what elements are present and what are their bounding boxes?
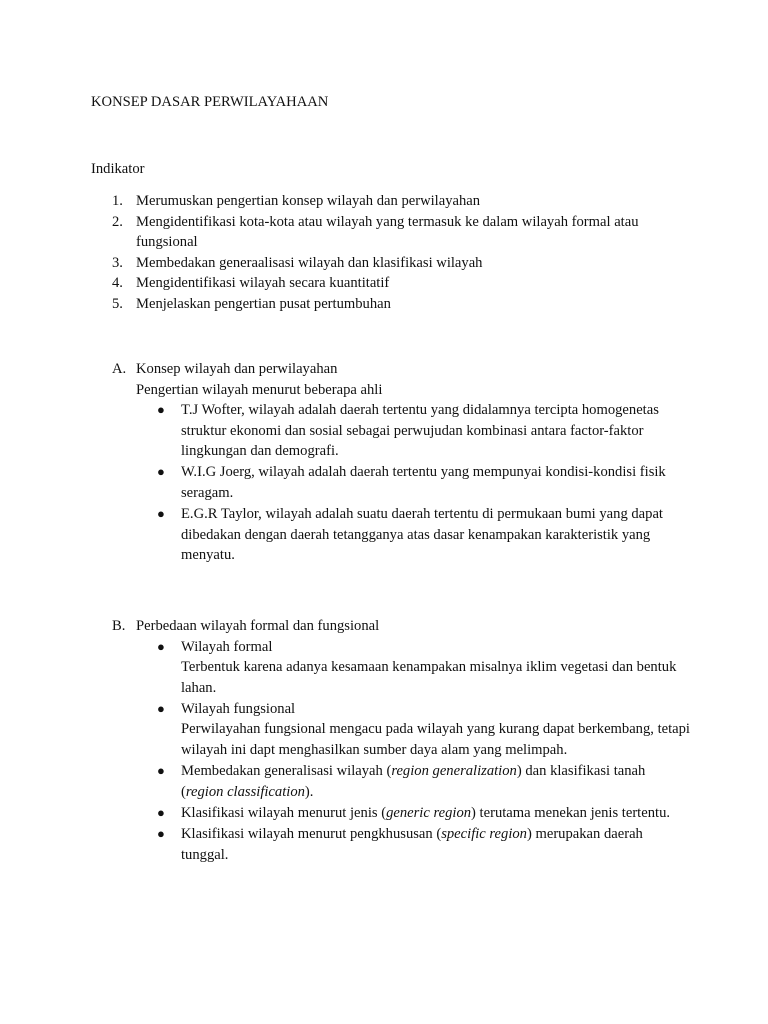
section-a-bullets xyxy=(91,400,691,566)
indikator-item xyxy=(91,191,691,212)
bullet-text-part: ) dan klasifikasi tanah ( xyxy=(181,763,646,800)
list-item-text: Menjelaskan pengertian pusat pertumbuhan xyxy=(136,295,391,312)
indikator-item xyxy=(91,294,691,315)
list-number: 1. xyxy=(112,193,123,209)
bullet-item xyxy=(91,504,691,566)
bullet-item xyxy=(91,824,691,865)
list-number: 2. xyxy=(112,213,123,230)
bullet-icon: ● xyxy=(157,700,165,716)
list-number: 4. xyxy=(112,275,123,292)
list-number: 3. xyxy=(112,254,123,271)
bullet-item xyxy=(91,761,691,802)
bullet-icon: ● xyxy=(157,763,165,779)
bullet-italic-term: region classification xyxy=(185,783,305,800)
bullet-text: E.G.R Taylor, wilayah adalah suatu daerah tertentu di permukaan bumi yang dapat dibedakan dengan daerah tetangganya atas dasar kenampakan karakteristik yang menyatu. xyxy=(181,506,663,564)
bullet-text-part: ) merupakan daerah tunggal. xyxy=(181,825,643,863)
bullet-icon: ● xyxy=(157,804,165,820)
section-letter: A. xyxy=(112,361,127,377)
bullet-italic-term: specific region xyxy=(441,825,527,842)
bullet-description: Perwilayahan fungsional mengacu pada wilayah yang kurang dapat berkembang, tetapi wilayah ini dapt menghasilkan sumber daya alam yang melimpah. xyxy=(181,721,690,759)
bullet-icon: ● xyxy=(157,506,165,522)
bullet-item xyxy=(91,400,691,462)
list-item-text: Merumuskan pengertian konsep wilayah dan perwilayahan xyxy=(136,193,481,209)
section-a-heading xyxy=(91,359,691,380)
bullet-text-part: Klasifikasi wilayah menurut pengkhususan ( xyxy=(181,825,442,842)
bullet-italic-term: region generalization xyxy=(391,763,517,780)
indikator-item xyxy=(91,212,691,253)
section-b xyxy=(91,616,691,866)
bullet-description: Terbentuk karena adanya kesamaan kenampakan misalnya iklim vegetasi dan bentuk lahan. xyxy=(181,659,677,696)
section-heading-text: Perbedaan wilayah formal dan fungsional xyxy=(136,618,380,634)
bullet-text-part: Membedakan generalisasi wilayah ( xyxy=(181,763,392,780)
bullet-item xyxy=(91,803,691,824)
bullet-title: Wilayah formal xyxy=(181,638,273,655)
bullet-text-part: ). xyxy=(304,783,314,800)
bullet-icon: ● xyxy=(157,402,165,418)
bullet-title: Wilayah fungsional xyxy=(181,700,296,717)
bullet-text: W.I.G Joerg, wilayah adalah daerah tertentu yang mempunyai kondisi-kondisi fisik seragam. xyxy=(181,464,666,502)
bullet-item xyxy=(91,462,691,503)
bullet-text-part: Klasifikasi wilayah menurut jenis ( xyxy=(181,804,387,821)
bullet-icon: ● xyxy=(157,464,165,480)
indikator-item xyxy=(91,253,691,274)
indikator-label: Indikator xyxy=(91,161,145,177)
indikator-list xyxy=(91,191,691,315)
list-number: 5. xyxy=(112,295,123,312)
bullet-item xyxy=(91,699,691,761)
section-b-bullets xyxy=(91,637,691,866)
bullet-text-part: ) terutama menekan jenis tertentu. xyxy=(471,804,671,821)
bullet-text: T.J Wofter, wilayah adalah daerah tertentu yang didalamnya tercipta homogenetas struktur ekonomi dan sosial sebagai perwujudan kombinasi antara factor-faktor lingkungan dan demografi. xyxy=(181,402,659,460)
bullet-icon: ● xyxy=(157,638,165,654)
section-letter: B. xyxy=(112,618,126,634)
bullet-icon: ● xyxy=(157,825,165,841)
indikator-item xyxy=(91,273,691,294)
section-a xyxy=(91,359,691,566)
section-a-subheading: Pengertian wilayah menurut beberapa ahli xyxy=(136,381,383,398)
list-item-text: Mengidentifikasi kota-kota atau wilayah yang termasuk ke dalam wilayah formal atau fungsional xyxy=(136,213,639,251)
list-item-text: Mengidentifikasi wilayah secara kuantitatif xyxy=(136,275,390,292)
list-item-text: Membedakan generaalisasi wilayah dan klasifikasi wilayah xyxy=(136,254,483,271)
bullet-item xyxy=(91,637,691,699)
bullet-italic-term: generic region xyxy=(386,804,472,821)
section-heading-text: Konsep wilayah dan perwilayahan xyxy=(136,361,338,377)
document-title: KONSEP DASAR PERWILAYAHAAN xyxy=(91,94,329,110)
section-b-heading xyxy=(91,616,691,637)
